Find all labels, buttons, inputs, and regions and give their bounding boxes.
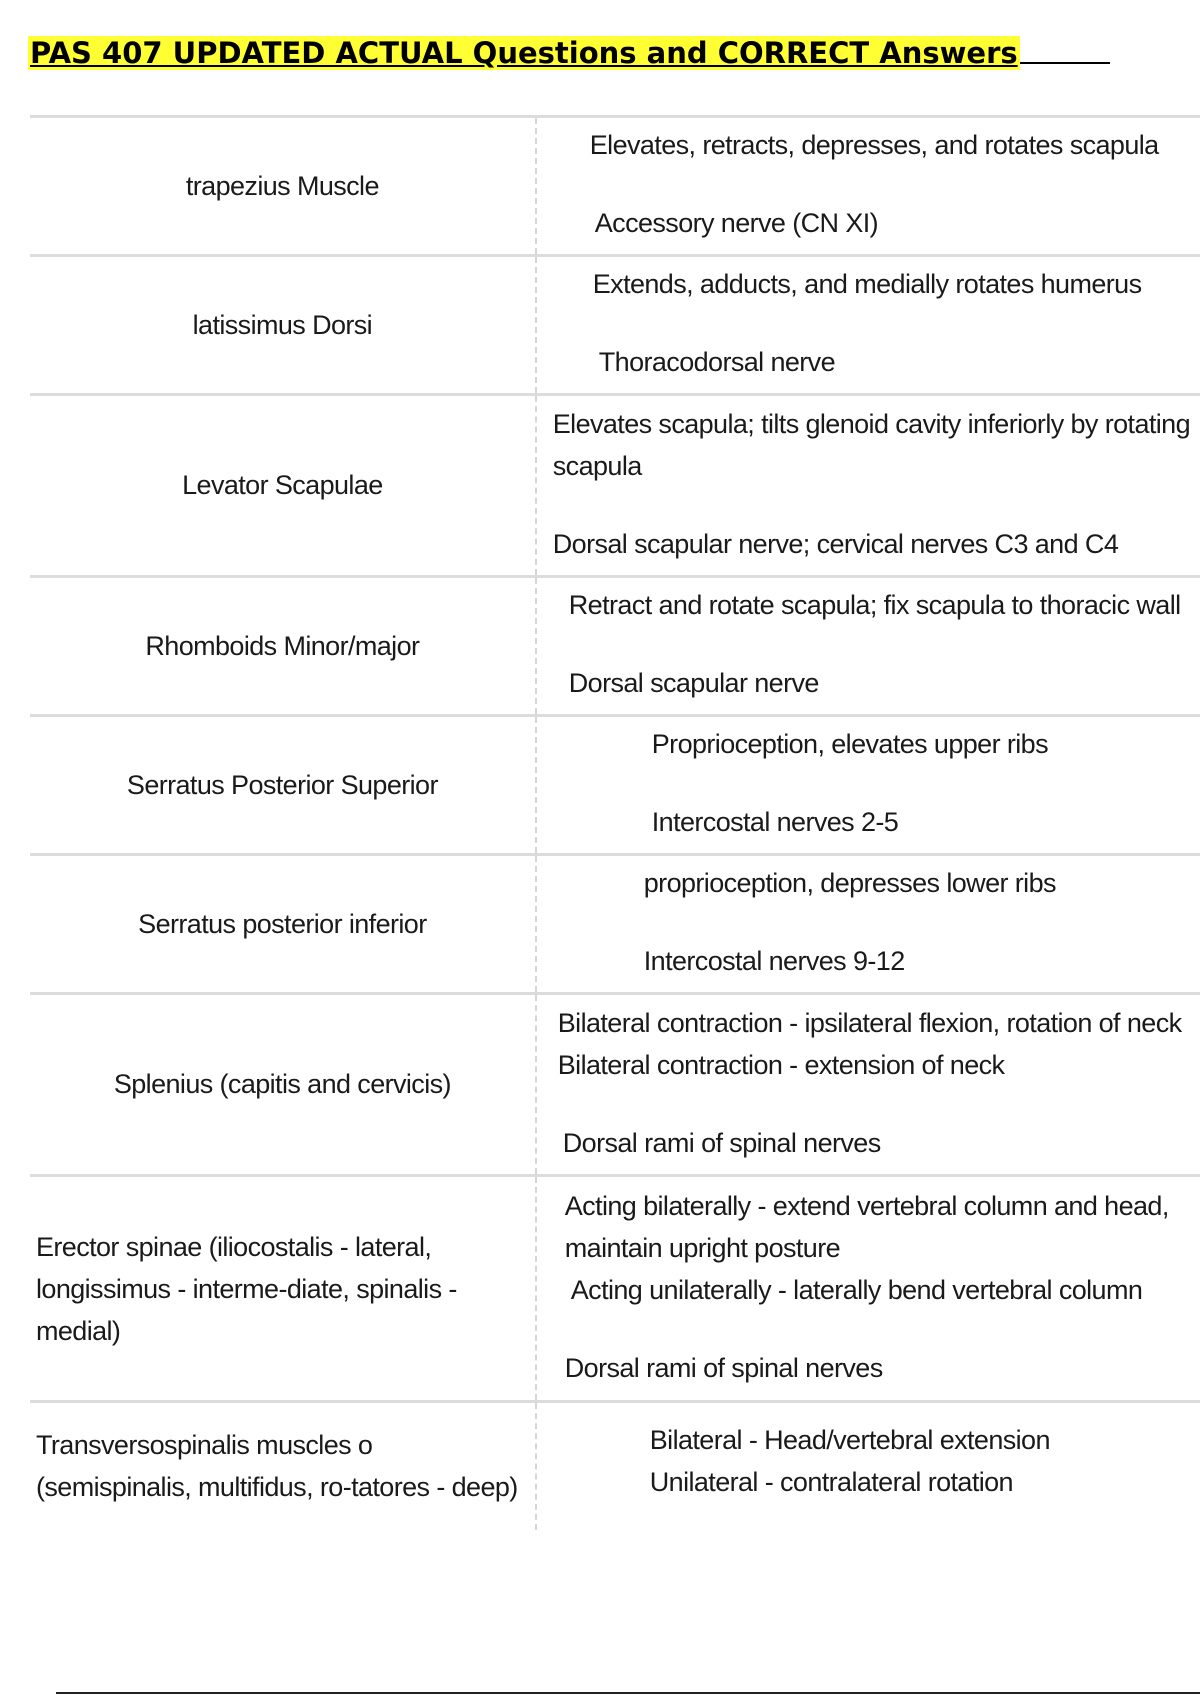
answer-cell <box>536 1402 1200 1530</box>
answer-action: Elevates scapula; tilts glenoid cavity inferiorly by rotating <box>552 408 1190 439</box>
answer-action: Bilateral contraction - extension of neck <box>557 1049 1005 1080</box>
title-block <box>28 36 1110 70</box>
term-cell: latissimus Dorsi <box>30 256 536 395</box>
answer-nerve: Dorsal rami of spinal nerves <box>564 1352 883 1383</box>
term-cell: Splenius (capitis and cervicis) <box>30 994 536 1176</box>
answer-action: scapula <box>552 450 642 481</box>
answer-action: proprioception, depresses lower ribs <box>643 868 1056 898</box>
table-row <box>30 117 1200 256</box>
answer-nerve: Accessory nerve (CN XI) <box>594 208 879 238</box>
answer-cell <box>536 395 1200 577</box>
table-row <box>30 994 1200 1176</box>
answer-action: Elevates, retracts, depresses, and rotates scapula <box>589 130 1159 160</box>
table-row <box>30 1402 1200 1530</box>
answer-action: Acting bilaterally - extend vertebral column and head, <box>564 1190 1169 1221</box>
term-cell: Levator Scapulae <box>30 395 536 577</box>
term-cell: Serratus Posterior Superior <box>30 716 536 855</box>
answer-action: Unilateral - contralateral rotation <box>649 1467 1013 1498</box>
answer-nerve: Intercostal nerves 9-12 <box>643 946 905 976</box>
qa-table <box>30 115 1200 1530</box>
answer-nerve: Intercostal nerves 2-5 <box>651 807 899 837</box>
table-row <box>30 395 1200 577</box>
answer-cell <box>536 716 1200 855</box>
answer-action: Extends, adducts, and medially rotates humerus <box>592 269 1142 299</box>
answer-action: Acting unilaterally - laterally bend vertebral column <box>570 1274 1143 1305</box>
term-cell: Serratus posterior inferior <box>30 855 536 994</box>
answer-cell <box>536 577 1200 716</box>
table-row <box>30 855 1200 994</box>
table-row <box>30 256 1200 395</box>
table-row <box>30 577 1200 716</box>
answer-cell <box>536 256 1200 395</box>
title-rule <box>1020 62 1110 64</box>
term-cell: Rhomboids Minor/major <box>30 577 536 716</box>
answer-action: Bilateral - Head/vertebral extension <box>649 1425 1050 1456</box>
answer-action: maintain upright posture <box>564 1232 841 1263</box>
answer-nerve: Dorsal scapular nerve <box>568 668 819 698</box>
term-cell: Erector spinae (iliocostalis - lateral, longissimus - interme-diate, spinalis - medial) <box>30 1176 536 1402</box>
answer-cell <box>536 1176 1200 1402</box>
table-row <box>30 716 1200 855</box>
answer-action: Bilateral contraction - ipsilateral flexion, rotation of neck <box>557 1007 1182 1038</box>
term-cell: Transversospinalis muscles o (semispinalis, multifidus, ro-tatores - deep) <box>30 1402 536 1530</box>
answer-nerve: Dorsal scapular nerve; cervical nerves C3 and C4 <box>552 528 1119 559</box>
document-title: PAS 407 UPDATED ACTUAL Questions and CORRECT Answers <box>30 36 1018 70</box>
answer-action: Proprioception, elevates upper ribs <box>651 729 1049 759</box>
answer-action: Retract and rotate scapula; fix scapula to thoracic wall <box>568 590 1181 620</box>
answer-cell <box>536 117 1200 256</box>
answer-nerve: Dorsal rami of spinal nerves <box>562 1127 881 1158</box>
table-row <box>30 1176 1200 1402</box>
term-cell: trapezius Muscle <box>30 117 536 256</box>
answer-nerve: Thoracodorsal nerve <box>598 347 835 377</box>
footer-rule <box>56 1692 1200 1694</box>
answer-cell <box>536 994 1200 1176</box>
answer-cell <box>536 855 1200 994</box>
